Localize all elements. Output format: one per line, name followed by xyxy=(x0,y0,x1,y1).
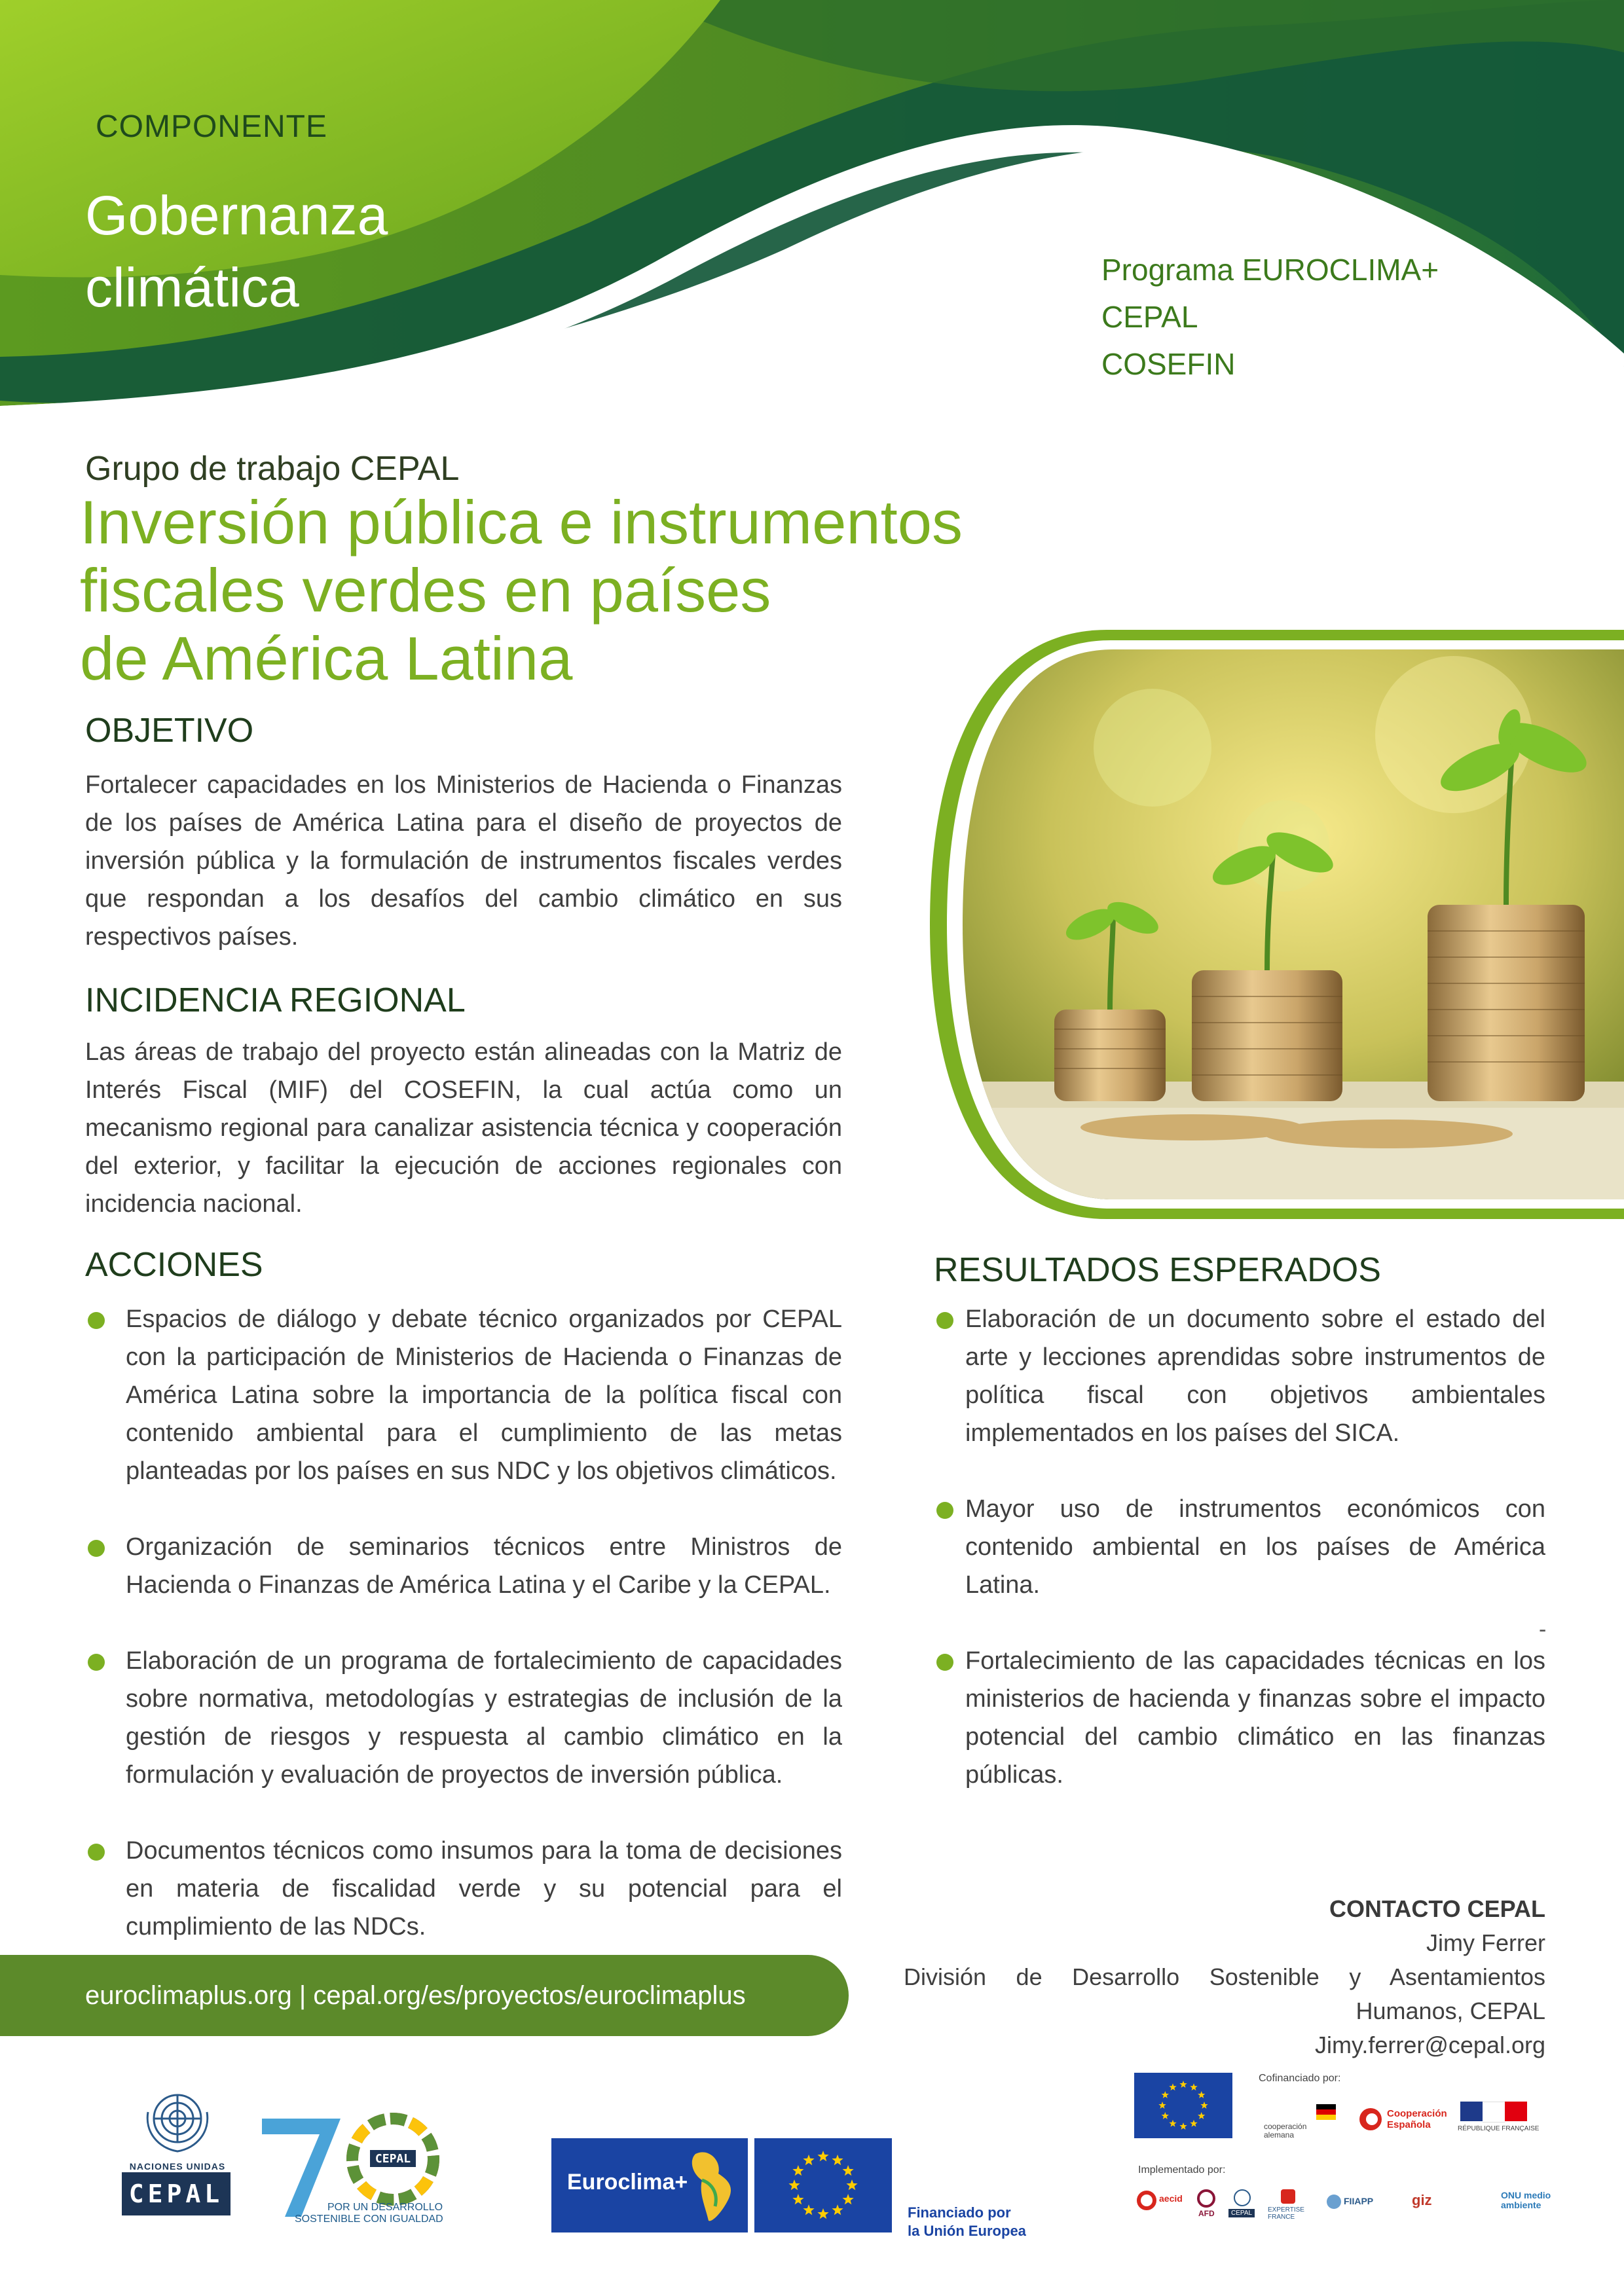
republique-francaise-logo: RÉPUBLIQUE FRANÇAISE xyxy=(1458,2102,1528,2141)
page-title-line2: fiscales verdes en países xyxy=(80,556,771,625)
page-title-line3: de América Latina xyxy=(80,624,573,693)
resultados-item: Elaboración de un documento sobre el estado del arte y lecciones aprendidas sobre instrumentos de política fiscal con objetivos ambientales implementados en los países del SICA. xyxy=(936,1300,1545,1452)
implementers-row: aecid AFD CEPAL EXPERTISE FRANCE FIIAPP giz ONU medio ambiente xyxy=(1137,2187,1549,2226)
eu-star xyxy=(803,2155,814,2165)
latam-map-icon xyxy=(682,2147,741,2226)
objetivo-text: Fortalecer capacidades en los Ministerios de Hacienda o Finanzas de los países de América Latina para el diseño de proyectos de inversión pública y la formulación de instrumentos fiscales verdes que respondan a los desafíos del cambio climático en sus respectivos países. xyxy=(85,771,842,951)
eu-star xyxy=(1179,2081,1187,2088)
objetivo-heading: OBJETIVO xyxy=(85,712,254,750)
un-small-icon xyxy=(1234,2189,1251,2206)
acciones-item: Documentos técnicos como insumos para la toma de decisiones en materia de fiscalidad verde y su potencial para el cumplimiento de las NDCs. xyxy=(88,1832,842,1946)
un-logo xyxy=(122,2086,233,2172)
un-label: NACIONES UNIDAS xyxy=(129,2161,226,2172)
contact-name: Jimy Ferrer xyxy=(1426,1929,1545,1956)
eu-star xyxy=(1190,2120,1197,2127)
eu-star xyxy=(843,2194,854,2204)
cooperacion-espanola-logo: Cooperación Española xyxy=(1359,2105,1464,2138)
eu-star xyxy=(792,2194,803,2204)
program-cosefin: COSEFIN xyxy=(1101,347,1236,381)
bullet-dot xyxy=(88,1312,105,1329)
bullet-dot xyxy=(88,1540,105,1557)
euroclima-logo xyxy=(551,2138,748,2232)
contact-email[interactable]: Jimy.ferrer@cepal.org xyxy=(1315,2032,1545,2058)
eu-star xyxy=(832,2155,843,2165)
anniv-cepal-text: CEPAL xyxy=(375,2152,411,2166)
anniv-line1: POR UN DESARROLLO xyxy=(327,2202,443,2213)
eu-star xyxy=(803,2204,814,2215)
cofinanciado-label: Cofinanciado por: xyxy=(1259,2073,1341,2084)
eu-star xyxy=(1162,2112,1169,2119)
bullet-dot xyxy=(936,1312,953,1329)
page-title-line1: Inversión pública e instrumentos xyxy=(80,488,963,556)
resultados-item: Fortalecimiento de las capacidades técnicas en los ministerios de hacienda y finanzas sobre el impacto potencial del cambio climático en las finanzas públicas. xyxy=(936,1642,1545,1794)
contact-division-line1: División de Desarrollo Sostenible y Asentamientos xyxy=(904,1963,1545,1990)
eu-star xyxy=(1169,2083,1176,2090)
eu-funded-line1: Financiado por xyxy=(908,2204,1011,2221)
acciones-list xyxy=(88,1300,842,1946)
eu-funded-text xyxy=(908,2204,1026,2240)
eu-star xyxy=(817,2151,828,2161)
incidencia-heading: INCIDENCIA REGIONAL xyxy=(85,981,466,1019)
program-cepal: CEPAL xyxy=(1101,300,1198,334)
acciones-heading: ACCIONES xyxy=(85,1246,263,1284)
eu-flag-small xyxy=(1134,2073,1232,2138)
afd-icon xyxy=(1197,2189,1215,2208)
fiiapp-icon xyxy=(1327,2195,1341,2209)
eu-stars-icon xyxy=(754,2138,892,2232)
resultados-item: Mayor uso de instrumentos económicos con contenido ambiental en los países de América Latina. xyxy=(936,1490,1545,1604)
program-euroclima: Programa EUROCLIMA+ xyxy=(1101,253,1439,287)
euroclima-label: Euroclima+ xyxy=(567,2170,688,2195)
component-label: COMPONENTE xyxy=(96,109,328,144)
resultados-list xyxy=(936,1300,1545,1794)
un-emblem-icon xyxy=(135,2086,220,2158)
eu-star xyxy=(1198,2091,1205,2098)
cepal-logo: CEPAL xyxy=(122,2172,231,2215)
eu-star xyxy=(1158,2102,1166,2109)
stray-mark: - xyxy=(1539,1617,1547,1642)
eu-star xyxy=(832,2204,843,2215)
eu-star xyxy=(817,2208,828,2219)
eu-star xyxy=(843,2165,854,2176)
plants-on-coins-photo xyxy=(917,630,1624,1222)
eu-star xyxy=(846,2179,857,2190)
acciones-item: Espacios de diálogo y debate técnico organizados por CEPAL con la participación de Ministerios de Hacienda o Finanzas de América Latina sobre la importancia de la política fiscal con contenido ambiental para el cumplimiento de las metas planteadas por los países en sus NDC y los objetivos climáticos. xyxy=(88,1300,842,1490)
aecid-icon xyxy=(1137,2191,1156,2210)
cepal-70-logo xyxy=(255,2112,471,2223)
incidencia-text: Las áreas de trabajo del proyecto están alineadas con la Matriz de Interés Fiscal (MIF) del COSEFIN, la cual actúa como un mecanismo regional para canalizar asistencia técnica y cooperación del exterior, y facilitar la ejecución de acciones regionales con incidencia nacional. xyxy=(85,1038,842,1218)
resultados-heading: RESULTADOS ESPERADOS xyxy=(934,1251,1381,1289)
program-list xyxy=(1101,246,1439,388)
bullet-dot xyxy=(88,1844,105,1861)
bullet-dot xyxy=(936,1654,953,1671)
contact-heading: CONTACTO CEPAL xyxy=(1329,1895,1545,1922)
acciones-item: Elaboración de un programa de fortalecimiento de capacidades sobre normativa, metodologías y estrategias de inclusión de la gestión de riesgos y respuesta al cambio climático en la formulación y evaluación de proyectos de inversión pública. xyxy=(88,1642,842,1794)
contact-block xyxy=(904,1892,1545,2062)
eu-funded-line2: la Unión Europea xyxy=(908,2223,1026,2239)
eu-star xyxy=(1169,2120,1176,2127)
acciones-item: Organización de seminarios técnicos entre Ministros de Hacienda o Finanzas de América Latina y el Caribe y la CEPAL. xyxy=(88,1528,842,1604)
bullet-dot xyxy=(88,1654,105,1671)
eu-star xyxy=(1162,2091,1169,2098)
eu-star xyxy=(1198,2112,1205,2119)
component-title-line2: climática xyxy=(85,257,299,318)
eu-stars-small-icon xyxy=(1134,2073,1232,2138)
component-title xyxy=(85,179,544,323)
group-label: Grupo de trabajo CEPAL xyxy=(85,450,460,488)
component-title-line1: Gobernanza xyxy=(85,185,388,246)
eu-star xyxy=(1200,2102,1208,2109)
eu-star xyxy=(1190,2083,1197,2090)
eu-star xyxy=(1179,2123,1187,2130)
contact-division-line2: Humanos, CEPAL xyxy=(1356,1997,1545,2024)
anniv-line2: SOSTENIBLE CON IGUALDAD xyxy=(295,2214,443,2223)
footer-urls[interactable]: euroclimaplus.org | cepal.org/es/proyectos/euroclimaplus xyxy=(85,1981,746,2010)
expertise-icon xyxy=(1281,2189,1295,2204)
bullet-dot xyxy=(936,1502,953,1519)
eu-flag xyxy=(754,2138,892,2232)
eu-star xyxy=(788,2179,800,2190)
cooperacion-alemana-logo: cooperación alemana xyxy=(1264,2102,1336,2141)
implementado-label: Implementado por: xyxy=(1138,2164,1226,2176)
eu-star xyxy=(792,2165,803,2176)
